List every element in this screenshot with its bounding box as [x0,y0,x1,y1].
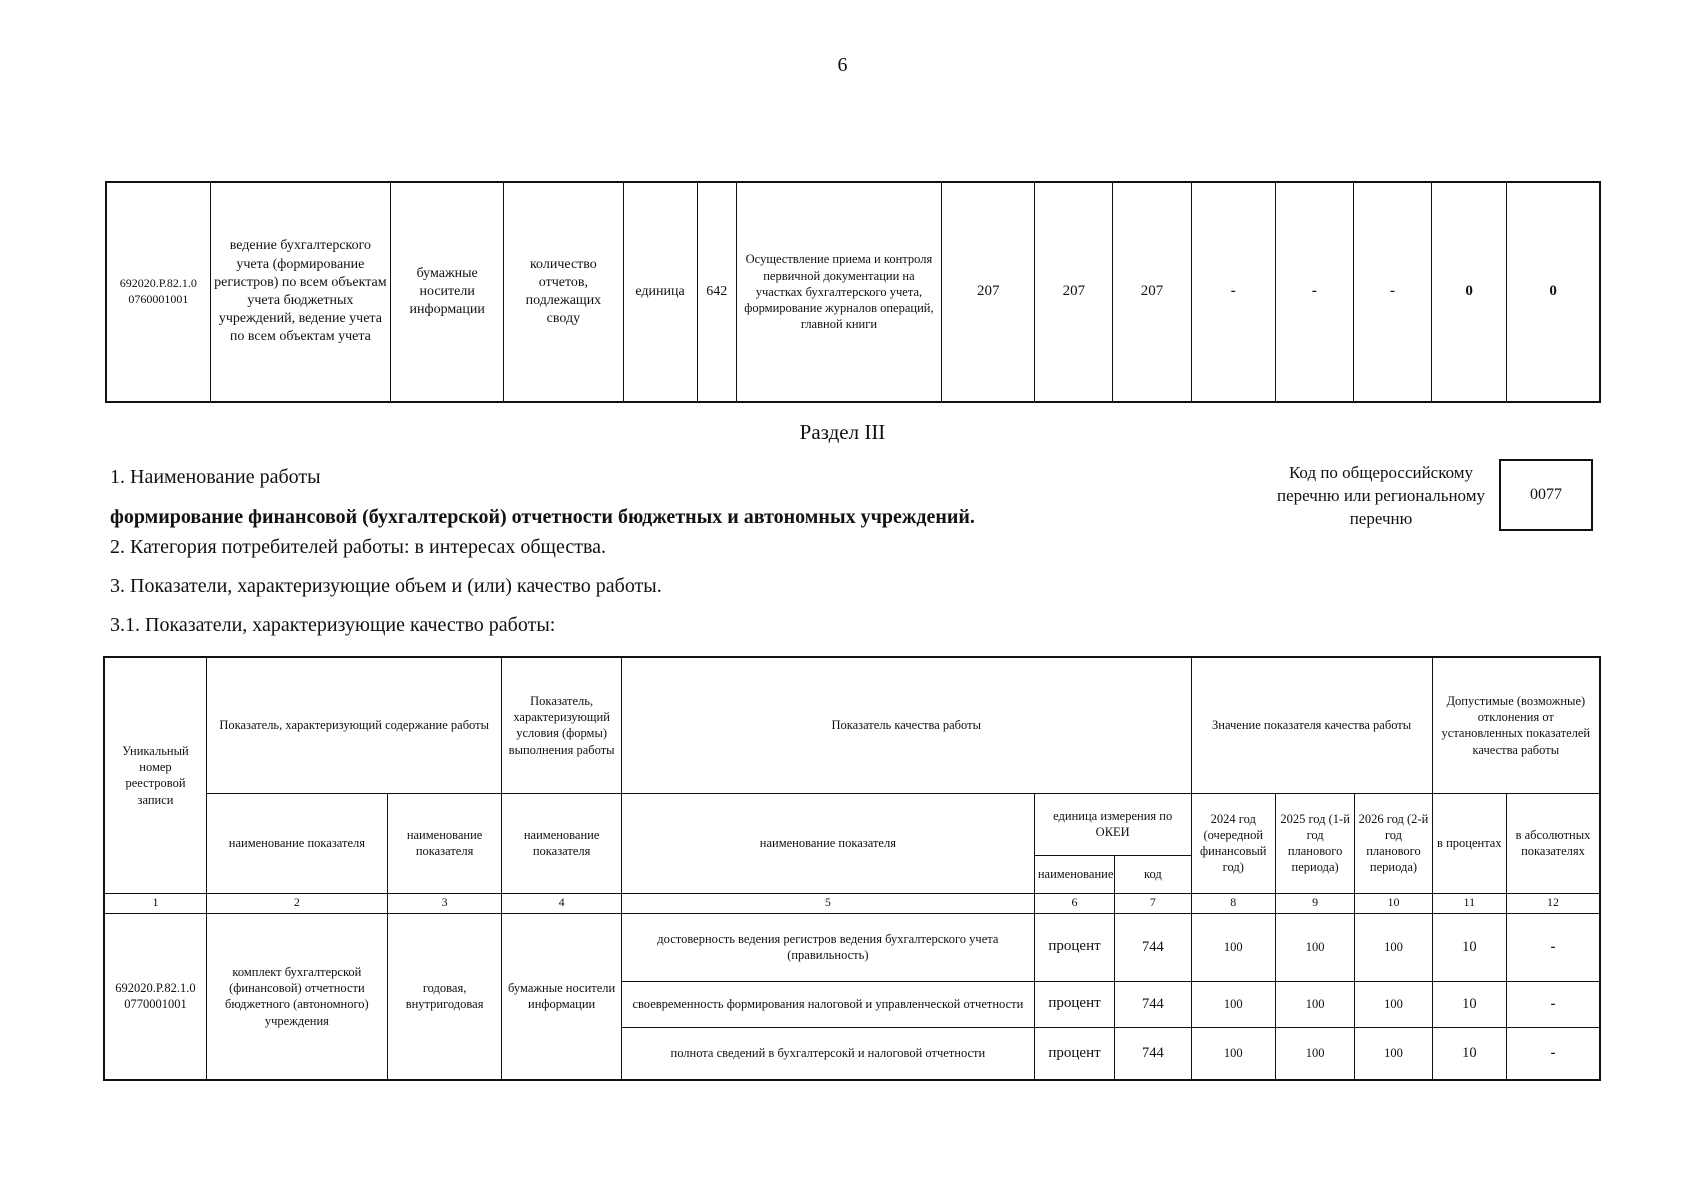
column-index: 3 [387,893,502,913]
header-year-2026: 2026 год (2-й год планового периода) [1355,793,1432,893]
work-description: Осуществление приема и контроля первичной документации на участках бухгалтерского учета, формирование журналов операций, главной книги [736,182,941,402]
deviation-absolute: - [1507,1027,1601,1080]
value-2024: 100 [1191,1027,1275,1080]
column-index: 9 [1275,893,1354,913]
value-2026: 100 [1355,913,1432,981]
header-content-group: Показатель, характеризующий содержание работы [206,657,501,793]
content-indicator: комплект бухгалтерской (финансовой) отчетности бюджетного (автономного) учреждения [206,913,387,1080]
column-index: 1 [104,893,206,913]
content-indicator-2: годовая, внутригодовая [387,913,502,1080]
indicators-heading: 3. Показатели, характеризующие объем и (или) качество работы. [110,575,662,597]
value-2025: 207 [1035,182,1113,402]
deviation-absolute: - [1507,913,1601,981]
quality-indicator-name: своевременность формирования налоговой и управленческой отчетности [621,981,1034,1027]
header-row [104,657,1600,793]
value-2024: 100 [1191,981,1275,1027]
header-content-name-1: наименование показателя [206,793,387,893]
header-registry-number: Уникальный номер реестровой записи [104,657,206,893]
unit-name: единица [623,182,697,402]
cell-dash: - [1275,182,1353,402]
code-label: Код по общероссийскому перечню или региональному перечню [1277,463,1485,528]
unit-code: 642 [697,182,736,402]
value-2025: 100 [1275,1027,1354,1080]
code-box [1499,459,1593,531]
header-deviation-group: Допустимые (возможные) отклонения от установленных показателей качества работы [1432,657,1600,793]
column-index: 12 [1507,893,1601,913]
unit-name: процент [1034,981,1114,1027]
header-content-name-2: наименование показателя [387,793,502,893]
deviation-percent: 10 [1432,913,1506,981]
header-year-2025: 2025 год (1-й год планового периода) [1275,793,1354,893]
column-index: 10 [1355,893,1432,913]
column-index: 4 [502,893,622,913]
unit-name: процент [1034,913,1114,981]
value-2026: 207 [1113,182,1191,402]
value-2025: 100 [1275,913,1354,981]
unit-code: 744 [1115,981,1191,1027]
work-name: формирование финансовой (бухгалтерской) отчетности бюджетных и автономных учреждений. [110,506,975,528]
header-value-group: Значение показателя качества работы [1191,657,1432,793]
column-index-row [104,893,1600,913]
header-okei-code: код [1115,855,1191,893]
table-row [106,182,1600,402]
table-row [104,913,1600,981]
header-conditions-name: наименование показателя [502,793,622,893]
column-index: 7 [1115,893,1191,913]
header-okei-name: наименование [1034,855,1114,893]
value-2025: 100 [1275,981,1354,1027]
column-index: 8 [1191,893,1275,913]
indicator-name: количество отчетов, подлежащих своду [504,182,623,402]
quality-table [103,656,1601,1081]
cell-dash: - [1353,182,1431,402]
header-row [104,793,1600,855]
page-number: 6 [837,54,848,76]
consumer-category: 2. Категория потребителей работы: в интересах общества. [110,536,607,558]
header-quality-group: Показатель качества работы [621,657,1191,793]
header-deviation-percent: в процентах [1432,793,1506,893]
header-quality-name: наименование показателя [621,793,1034,893]
quality-indicators-heading: 3.1. Показатели, характеризующие качество работы: [110,614,556,636]
deviation-absolute: - [1507,981,1601,1027]
value-2026: 100 [1355,981,1432,1027]
unit-code: 744 [1115,1027,1191,1080]
quality-indicator-name: достоверность ведения регистров ведения бухгалтерского учета (правильность) [621,913,1034,981]
header-conditions-group: Показатель, характеризующий условия (формы) выполнения работы [502,657,622,793]
conditions-indicator: бумажные носители информации [391,182,504,402]
deviation-absolute: 0 [1507,182,1600,402]
value-2024: 207 [942,182,1035,402]
column-index: 6 [1034,893,1114,913]
deviation-percent: 10 [1432,981,1506,1027]
unit-name: процент [1034,1027,1114,1080]
deviation-percent: 0 [1432,182,1507,402]
top-table [105,181,1601,403]
deviation-percent: 10 [1432,1027,1506,1080]
header-year-2024: 2024 год (очередной финансовый год) [1191,793,1275,893]
code-value: 0077 [1530,486,1562,503]
column-index: 2 [206,893,387,913]
conditions-indicator: бумажные носители информации [502,913,622,1080]
registry-number: 692020.Р.82.1.0 0760001001 [106,182,210,402]
work-name-label: 1. Наименование работы [110,466,321,488]
cell-dash: - [1191,182,1275,402]
column-index: 5 [621,893,1034,913]
unit-code: 744 [1115,913,1191,981]
section-title: Раздел III [799,420,886,444]
header-okei: единица измерения по ОКЕИ [1034,793,1191,855]
value-2026: 100 [1355,1027,1432,1080]
content-indicator: ведение бухгалтерского учета (формирование регистров) по всем объектам учета бюджетных учреждений, ведение учета по всем объектам учета [210,182,390,402]
registry-number: 692020.Р.82.1.0 0770001001 [104,913,206,1080]
column-index: 11 [1432,893,1506,913]
header-deviation-absolute: в абсолютных показателях [1507,793,1601,893]
quality-indicator-name: полнота сведений в бухгалтерсокй и налоговой отчетности [621,1027,1034,1080]
value-2024: 100 [1191,913,1275,981]
